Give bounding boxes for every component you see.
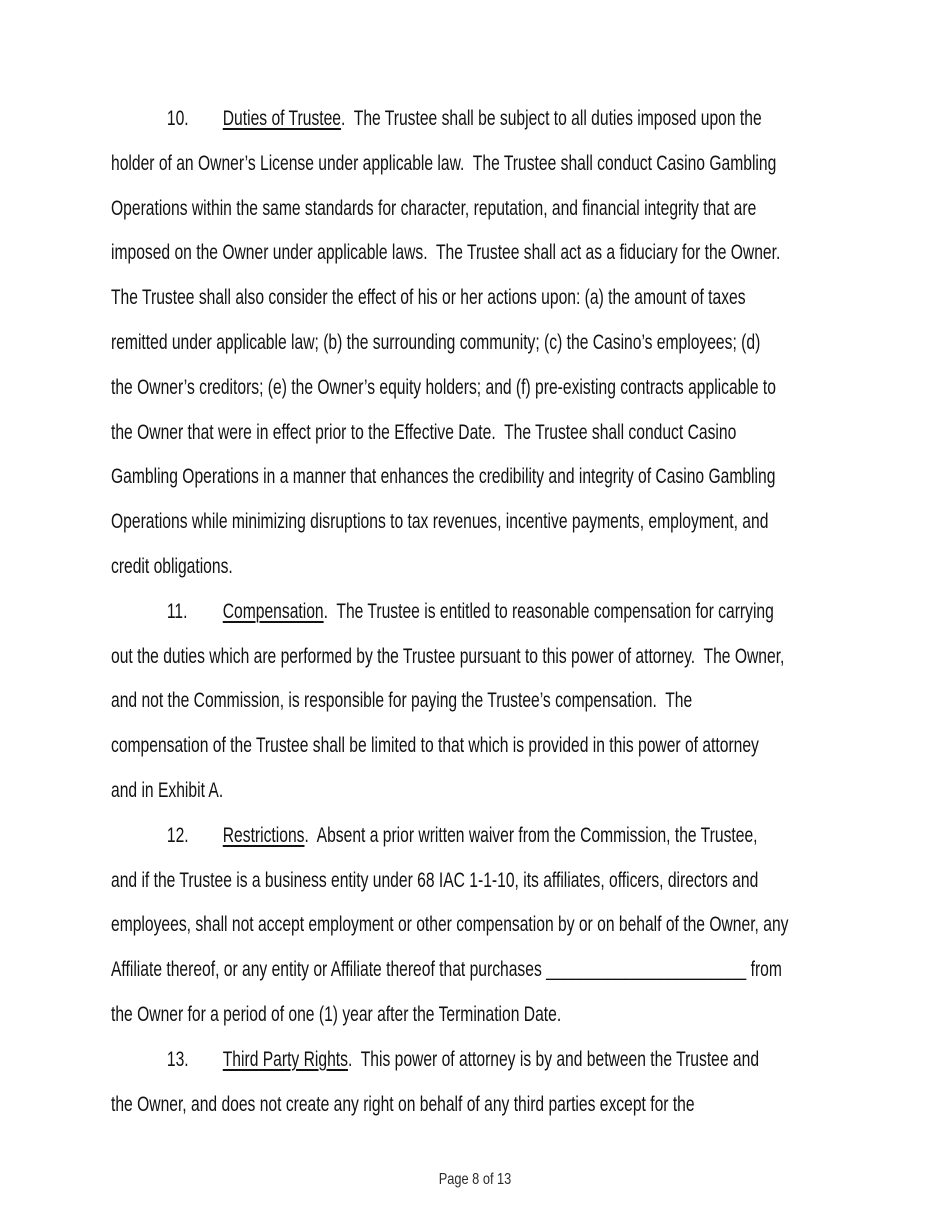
paragraph-number: 13.	[166, 1047, 189, 1071]
paragraph-line: compensation of the Trustee shall be limited to that which is provided in this power of attorney	[111, 734, 759, 758]
paragraph-line: imposed on the Owner under applicable laws. The Trustee shall act as a fiduciary for the Owner.	[111, 241, 781, 265]
paragraph-line: employees, shall not accept employment or other compensation by or on behalf of the Owner, any	[111, 913, 789, 937]
page-number-text: Page 8 of 13	[438, 1171, 512, 1188]
paragraph-line: the Owner that were in effect prior to the Effective Date. The Trustee shall conduct Casino	[111, 420, 737, 444]
paragraph-line: Operations while minimizing disruptions to tax revenues, incentive payments, employment, and	[111, 510, 769, 534]
paragraph-number: 10.	[166, 107, 189, 130]
paragraph-line: and in Exhibit A.	[111, 778, 224, 802]
paragraph-text: . The Trustee is entitled to reasonable compensation for carrying	[323, 599, 774, 623]
paragraph-heading: Third Party Rights	[222, 1047, 348, 1071]
paragraph-first-line	[111, 1038, 760, 1083]
paragraph-first-line	[111, 814, 758, 859]
paragraph-line: Affiliate thereof, or any entity or Affiliate thereof that purchases _______________________ from	[111, 958, 782, 982]
paragraph-number: 11.	[166, 599, 188, 623]
paragraph-heading: Restrictions	[222, 823, 305, 847]
paragraph-heading: Compensation	[222, 599, 324, 623]
paragraph-line: out the duties which are performed by the Trustee pursuant to this power of attorney. The Owner,	[111, 644, 785, 668]
paragraph-text: . The Trustee shall be subject to all duties imposed upon the	[341, 107, 762, 130]
paragraph-first-line	[111, 97, 762, 142]
paragraph-line: the Owner, and does not create any right on behalf of any third parties except for the	[111, 1092, 695, 1116]
paragraph-line: the Owner for a period of one (1) year after the Termination Date.	[111, 1002, 562, 1026]
paragraph-line: the Owner’s creditors; (e) the Owner’s equity holders; and (f) pre-existing contracts applicable to	[111, 375, 776, 399]
page-footer	[95, 1170, 855, 1190]
paragraph-line: and if the Trustee is a business entity under 68 IAC 1-1-10, its affiliates, officers, directors and	[111, 868, 759, 892]
paragraph-text: . Absent a prior written waiver from the Commission, the Trustee,	[304, 823, 758, 847]
paragraph-first-line	[111, 590, 774, 635]
paragraph-line: The Trustee shall also consider the effect of his or her actions upon: (a) the amount of taxes	[111, 286, 746, 310]
paragraph-line: and not the Commission, is responsible for paying the Trustee’s compensation. The	[111, 689, 693, 713]
paragraph-heading: Duties of Trustee	[222, 107, 342, 130]
paragraph-line: Gambling Operations in a manner that enhances the credibility and integrity of Casino Gambling	[111, 465, 776, 489]
paragraph-line: Operations within the same standards for character, reputation, and financial integrity that are	[111, 196, 757, 220]
document-body	[111, 97, 891, 1127]
paragraph-text: . This power of attorney is by and between the Trustee and	[347, 1047, 760, 1071]
paragraph-number: 12.	[166, 823, 189, 847]
paragraph-line: remitted under applicable law; (b) the surrounding community; (c) the Casino’s employees; (d)	[111, 330, 761, 354]
paragraph-line: holder of an Owner’s License under applicable law. The Trustee shall conduct Casino Gambling	[111, 151, 777, 175]
paragraph-line: credit obligations.	[111, 554, 233, 578]
